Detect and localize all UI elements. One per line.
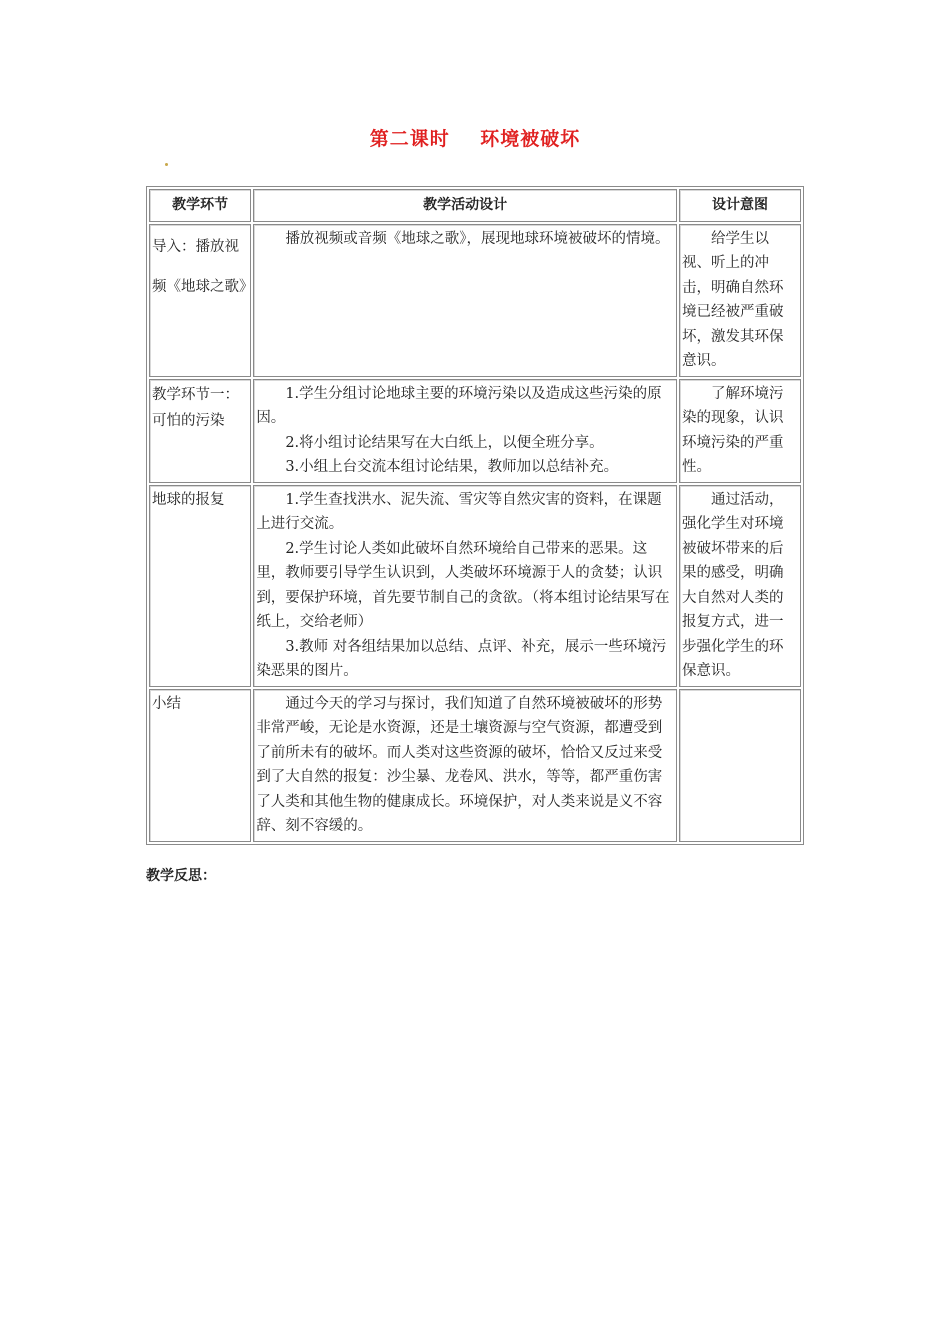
stage-cell	[149, 485, 251, 687]
activity-text: 3.教师 对各组结果加以总结、点评、补充，展示一些环境污染恶果的图片。	[256, 638, 667, 679]
table-row	[149, 689, 801, 842]
stage-text: 小结	[152, 695, 181, 712]
activity-text: 3.小组上台交流本组讨论结果，教师加以总结补充。	[285, 459, 619, 475]
stage-text: 教学环节一：可怕的污染	[152, 386, 239, 429]
activity-cell	[253, 485, 677, 687]
page-title: 第二课时 环境被破坏	[369, 128, 581, 150]
table-row	[149, 485, 801, 687]
activity-text: 1.学生分组讨论地球主要的环境污染以及造成这些污染的原因。	[256, 385, 662, 426]
lesson-plan-table	[146, 186, 804, 845]
intent-text: 了解环境污染的现象，认识环境污染的严重性。	[682, 385, 784, 475]
stage-cell	[149, 379, 251, 483]
header-activity: 教学活动设计	[253, 189, 677, 222]
reflection-label: 教学反思：	[146, 868, 216, 884]
activity-text: 2.将小组讨论结果写在大白纸上，以便全班分享。	[285, 434, 604, 451]
activity-cell	[253, 224, 677, 377]
decorative-dot	[165, 163, 168, 166]
intent-cell	[679, 485, 801, 687]
intent-text: 给学生以视、听上的冲击，明确自然环境已经被严重破坏，激发其环保意识。	[682, 230, 784, 369]
intent-cell	[679, 379, 801, 483]
table-header-row	[149, 189, 801, 222]
header-intent: 设计意图	[679, 189, 801, 222]
table-row	[149, 224, 801, 377]
activity-cell	[253, 689, 677, 842]
activity-text: 播放视频或音频《地球之歌》，展现地球环境被破坏的情境。	[285, 230, 670, 247]
activity-text: 2.学生讨论人类如此破坏自然环境给自己带来的恶果。这里，教师要引导学生认识到，人类破坏环境源于人的贪婪；认识到，要保护环境，首先要节制自己的贪欲。（将本组讨论结果写在纸上，交给老师）	[256, 540, 670, 630]
activity-text: 通过今天的学习与探讨，我们知道了自然环境被破坏的形势非常严峻，无论是水资源，还是土壤资源与空气资源，都遭受到了前所未有的破坏。而人类对这些资源的破坏，恰恰又反过来受到了大自然的报复：沙尘暴、龙卷风、洪水，等等，都严重伤害了人类和其他生物的健康成长。环境保护，对人类来说是义不容辞、刻不容缓的。	[256, 695, 663, 834]
intent-cell	[679, 224, 801, 377]
activity-text: 1.学生查找洪水、泥失流、雪灾等自然灾害的资料，在课题上进行交流。	[256, 491, 662, 532]
activity-cell	[253, 379, 677, 483]
stage-cell	[149, 689, 251, 842]
stage-cell	[149, 224, 254, 377]
intent-cell	[679, 689, 801, 842]
table-row	[149, 379, 801, 483]
stage-text: 地球的报复	[152, 491, 225, 508]
intent-text: 通过活动，强化学生对环境被破坏带来的后果的感受，明确大自然对人类的报复方式，进一步强化学生的环保意识。	[682, 491, 784, 679]
header-stage: 教学环节	[149, 189, 251, 222]
stage-text: 导入：播放视频《地球之歌》	[152, 238, 254, 295]
